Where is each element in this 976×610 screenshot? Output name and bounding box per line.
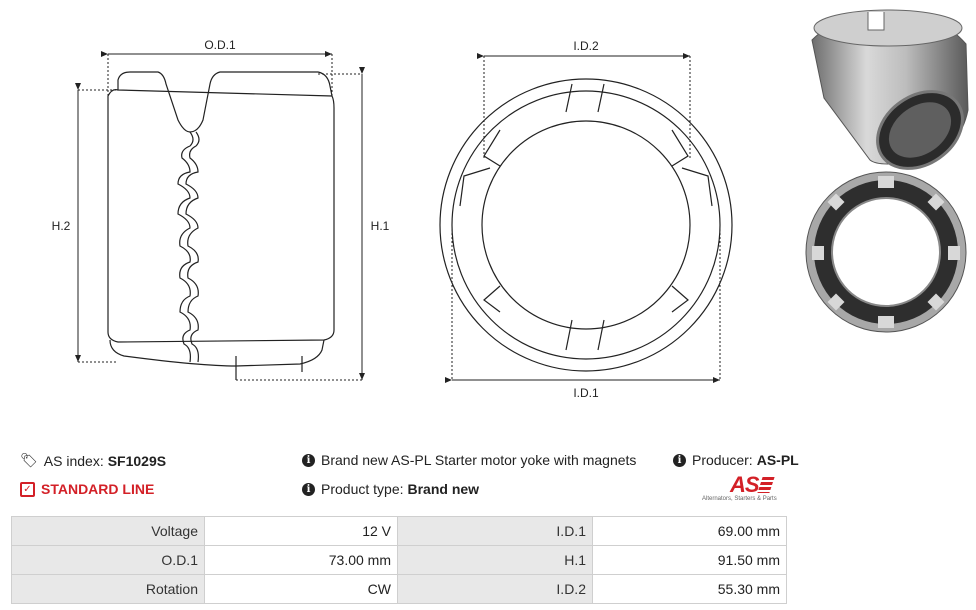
spec-label: O.D.1 xyxy=(12,546,205,575)
producer-value: AS-PL xyxy=(756,452,799,468)
spec-label: Voltage xyxy=(12,517,205,546)
spec-value: 91.50 mm xyxy=(593,546,787,575)
product-photo-side xyxy=(812,10,976,184)
spec-value: 55.30 mm xyxy=(593,575,787,604)
spec-value: CW xyxy=(205,575,398,604)
producer xyxy=(673,452,799,468)
standard-line-label: STANDARD LINE xyxy=(41,481,155,497)
check-square-icon: ✓ xyxy=(20,482,35,497)
as-index xyxy=(20,452,166,469)
id2-dimension-label: I.D.2 xyxy=(573,39,599,53)
producer-label: Producer: xyxy=(692,452,753,468)
product-type-value: Brand new xyxy=(407,481,480,497)
description-text: Brand new AS-PL Starter motor yoke with magnets xyxy=(321,452,637,468)
spec-label: H.1 xyxy=(398,546,593,575)
product-type xyxy=(302,481,479,497)
tags-icon: 🏷 xyxy=(20,452,38,468)
top-view xyxy=(440,79,732,371)
product-photo-end xyxy=(806,172,966,332)
side-view xyxy=(108,72,334,380)
logo-brand: AS xyxy=(730,472,759,497)
as-index-value: SF1029S xyxy=(107,452,167,469)
spec-value: 73.00 mm xyxy=(205,546,398,575)
as-index-label: AS index: xyxy=(43,452,104,469)
product-type-label: Product type: xyxy=(321,481,404,497)
table-row xyxy=(12,546,787,575)
table-row xyxy=(12,575,787,604)
id1-dimension-label: I.D.1 xyxy=(573,386,599,400)
standard-line-badge xyxy=(20,481,154,497)
info-icon: i xyxy=(302,483,315,496)
logo-tagline: Alternators, Starters & Parts xyxy=(702,496,777,502)
h1-dimension-label: H.1 xyxy=(370,219,390,233)
h2-dimension-label: H.2 xyxy=(51,219,71,233)
as-pl-logo xyxy=(700,472,792,504)
table-row xyxy=(12,517,787,546)
spec-label: Rotation xyxy=(12,575,205,604)
spec-value: 69.00 mm xyxy=(593,517,787,546)
od1-dimension-label: O.D.1 xyxy=(204,38,236,52)
spec-table xyxy=(11,516,787,604)
info-icon: i xyxy=(302,454,315,467)
logo-stripes xyxy=(757,477,774,493)
spec-label: I.D.2 xyxy=(398,575,593,604)
description xyxy=(302,452,636,468)
side-view-dimensions xyxy=(78,54,362,380)
spec-value: 12 V xyxy=(205,517,398,546)
info-icon: i xyxy=(673,454,686,467)
spec-label: I.D.1 xyxy=(398,517,593,546)
top-view-dimensions xyxy=(452,56,720,380)
